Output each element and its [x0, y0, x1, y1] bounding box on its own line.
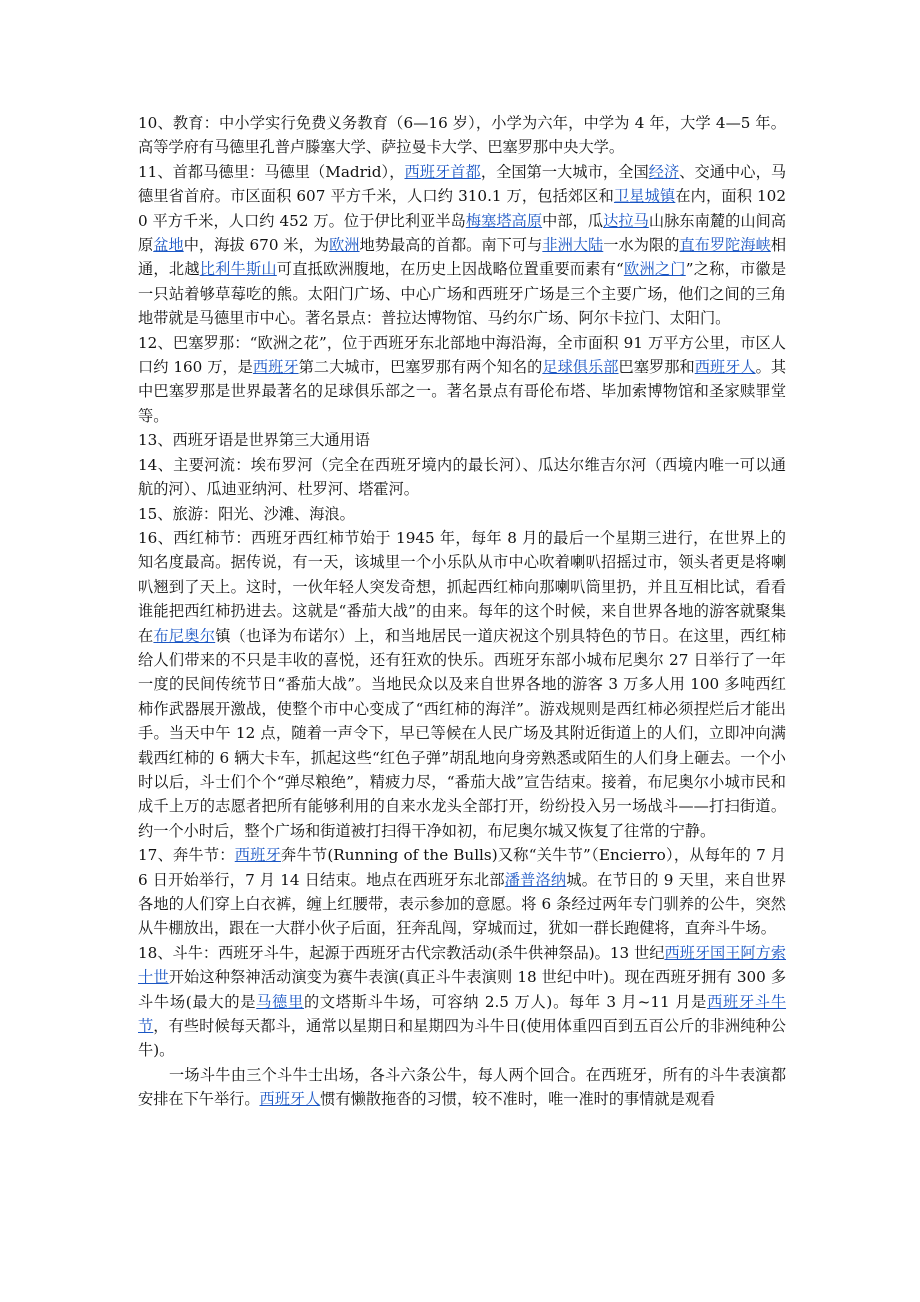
hyperlink[interactable]: 非洲大陆: [542, 236, 604, 255]
text-run: 11、首都马德里：马德里（Madrid），: [138, 162, 405, 181]
paragraph: [138, 843, 786, 941]
text-run: 16、西红柿节：西班牙西红柿节始于 1945 年，每年 8 月的最后一个星期三进行，在世界上的知名度最高。据传说，有一天，该城里一个小乐队从市中心吹着喇叭招摇过市，领头者更是将喇叭翘到了天上。这时，一伙年轻人突发奇想，抓起西红柿向那喇叭筒里扔，并且互相比试，看看谁能把西红柿扔进去。这就是“番茄大战”的由来。每年的这个时候，来自世界各地的游客就聚集在: [138, 528, 786, 645]
text-run: 一场斗牛由三个斗牛士出场，各斗六条公牛，每人两个回合。在西班牙，所有的斗牛表演都安排在下午举行。: [138, 1065, 786, 1109]
paragraph: [138, 428, 786, 452]
hyperlink[interactable]: 直布罗陀海峡: [679, 236, 771, 255]
text-run: 巴塞罗那和: [618, 358, 695, 377]
text-run: 惯有懒散拖沓的习惯，较不准时，唯一准时的事情就是观看: [320, 1090, 716, 1109]
hyperlink[interactable]: 西班牙人: [259, 1090, 321, 1109]
text-run: 奔牛节(Running of the Bulls)又称“关牛节”（Encierro），从每年的 7 月 6 日开始举行，7 月 14 日结束。地点在西班牙东北部: [138, 846, 786, 889]
text-run: 17、奔牛节：: [138, 846, 235, 865]
hyperlink[interactable]: 西班牙: [252, 358, 299, 377]
hyperlink[interactable]: 欧洲之门: [623, 260, 686, 279]
paragraph: [138, 1063, 786, 1112]
paragraph: [138, 941, 786, 1063]
text-run: 城。在节日的 9 天里，来自世界各地的人们穿上白衣裤，缠上红腰带，表示参加的意愿。将 6 条经过两年专门驯养的公牛，突然从牛棚放出，跟在一大群小伙子后面，狂奔乱闯，穿城而过，犹如一群长跑健将，直奔斗牛场。: [138, 870, 787, 938]
hyperlink[interactable]: 达拉马: [603, 211, 649, 230]
hyperlink[interactable]: 西班牙首都: [404, 162, 481, 181]
text-run: 在内，面积 1020 平方千米，人口约 452 万。位于伊比利亚半岛: [138, 187, 787, 230]
text-run: 13、西班牙语是世界第三大通用语: [138, 431, 370, 450]
text-run: 14、主要河流：埃布罗河（完全在西班牙境内的最长河）、瓜达尔维吉尔河（西境内唯一可以通航的河）、瓜迪亚纳河、杜罗河、塔霍河。: [138, 455, 786, 499]
hyperlink[interactable]: 西班牙人: [694, 358, 756, 377]
text-run: 一水为限的: [603, 236, 680, 255]
paragraph: [138, 526, 786, 843]
text-run: 镇（也译为布诺尔）上，和当地居民一道庆祝这个别具特色的节日。在这里，西红柿给人们带来的不只是丰收的喜悦，还有狂欢的快乐。西班牙东部小城布尼奥尔 27 日举行了一年一度的民间传统节日“番茄大战”。当地民众以及来自世界各地的游客 3 万多人用 100 多吨西红柿作武器展开激战，使整个市中心变成了“西红柿的海洋”。游戏规则是西红柿必须捏烂后才能出手。当天中午 12 点，随着一声令下，早已等候在人民广场及其附近街道上的人们，立即冲向满载西红柿的 6 辆大卡车，抓起这些“红色子弹”胡乱地向身旁熟悉或陌生的人们身上砸去。一个小时以后，斗士们个个“弹尽粮绝”，精疲力尽，“番茄大战”宣告结束。接着，布尼奥尔小城市民和成千上万的志愿者把所有能够利用的自来水龙头全部打开，纷纷投入另一场战斗——打扫街道。约一个小时后，整个广场和街道被打扫得干净如初，布尼奥尔城又恢复了往常的宁静。: [138, 626, 787, 840]
paragraph: [138, 331, 786, 429]
text-run: 。其中巴塞罗那是世界最著名的足球俱乐部之一。著名景点有哥伦布塔、毕加索博物馆和圣家赎罪堂等。: [138, 358, 787, 425]
text-run: 地势最高的首都。南下可与: [359, 236, 543, 255]
text-run: 可直抵欧洲腹地，在历史上因战略位置重要而素有“: [276, 260, 624, 279]
text-run: 中部，瓜: [542, 211, 604, 230]
text-run: 15、旅游：阳光、沙滩、海浪。: [138, 504, 355, 523]
text-run: 10、教育：中小学实行免费义务教育（6—16 岁），小学为六年，中学为 4 年，大学 4—5 年。高等学府有马德里孔普卢滕塞大学、萨拉曼卡大学、巴塞罗那中央大学。: [138, 114, 786, 157]
paragraph: [138, 111, 786, 160]
hyperlink[interactable]: 经济: [648, 162, 680, 181]
document-body: [138, 111, 786, 1112]
text-run: ，全国第一大城市，全国: [480, 162, 649, 181]
paragraph: [138, 453, 786, 502]
text-run: ”之称，市徽是一只站着够草莓吃的熊。太阳门广场、中心广场和西班牙广场是三个主要广场，他们之间的三角地带就是马德里市中心。著名景点：普拉达博物馆、马约尔广场、阿尔卡拉门、太阳门。: [138, 260, 787, 328]
text-run: 开始这种祭神活动演变为赛牛表演(真正斗牛表演则 18 世纪中叶)。现在西班牙拥有 300 多斗牛场(最大的是: [138, 968, 787, 1011]
text-run: 山脉东南麓的山间高原: [138, 211, 787, 255]
text-run: ，有些时候每天都斗，通常以星期日和星期四为斗牛日(使用体重四百到五百公斤的非洲纯种公牛)。: [138, 1017, 786, 1060]
hyperlink[interactable]: 西班牙: [234, 846, 282, 865]
text-run: 的文塔斯斗牛场，可容纳 2.5 万人)。每年 3 月~11 月是: [304, 992, 708, 1011]
text-run: 12、巴塞罗那：“欧洲之花”，位于西班牙东北部地中海沿海，全市面积 91 万平方公里，市区人口约 160 万，是: [138, 333, 786, 377]
hyperlink[interactable]: 足球俱乐部: [542, 358, 619, 377]
hyperlink[interactable]: 比利牛斯山: [199, 260, 277, 279]
text-run: 第二大城市，巴塞罗那有两个知名的: [298, 358, 543, 377]
hyperlink[interactable]: 欧洲: [329, 236, 360, 255]
hyperlink[interactable]: 西班牙国王阿方索十世: [138, 943, 786, 987]
hyperlink[interactable]: 梅塞塔高原: [465, 211, 543, 230]
hyperlink[interactable]: 盆地: [153, 236, 184, 255]
hyperlink[interactable]: 布尼奥尔: [153, 626, 216, 645]
paragraph: [138, 160, 786, 331]
text-run: 、交通中心，马德里省首府。市区面积 607 平方千米，人口约 310.1 万，包括郊区和: [138, 162, 787, 206]
text-run: 中，海拔 670 米，为: [183, 236, 330, 255]
hyperlink[interactable]: 潘普洛纳: [504, 870, 567, 889]
paragraph: [138, 502, 786, 526]
hyperlink[interactable]: 马德里: [256, 992, 304, 1011]
text-run: 相通，北越: [138, 236, 787, 279]
text-run: 18、斗牛：西班牙斗牛，起源于西班牙古代宗教活动(杀牛供神祭品)。13 世纪: [138, 943, 665, 962]
hyperlink[interactable]: 西班牙斗牛节: [138, 992, 787, 1036]
hyperlink[interactable]: 卫星城镇: [613, 187, 676, 206]
